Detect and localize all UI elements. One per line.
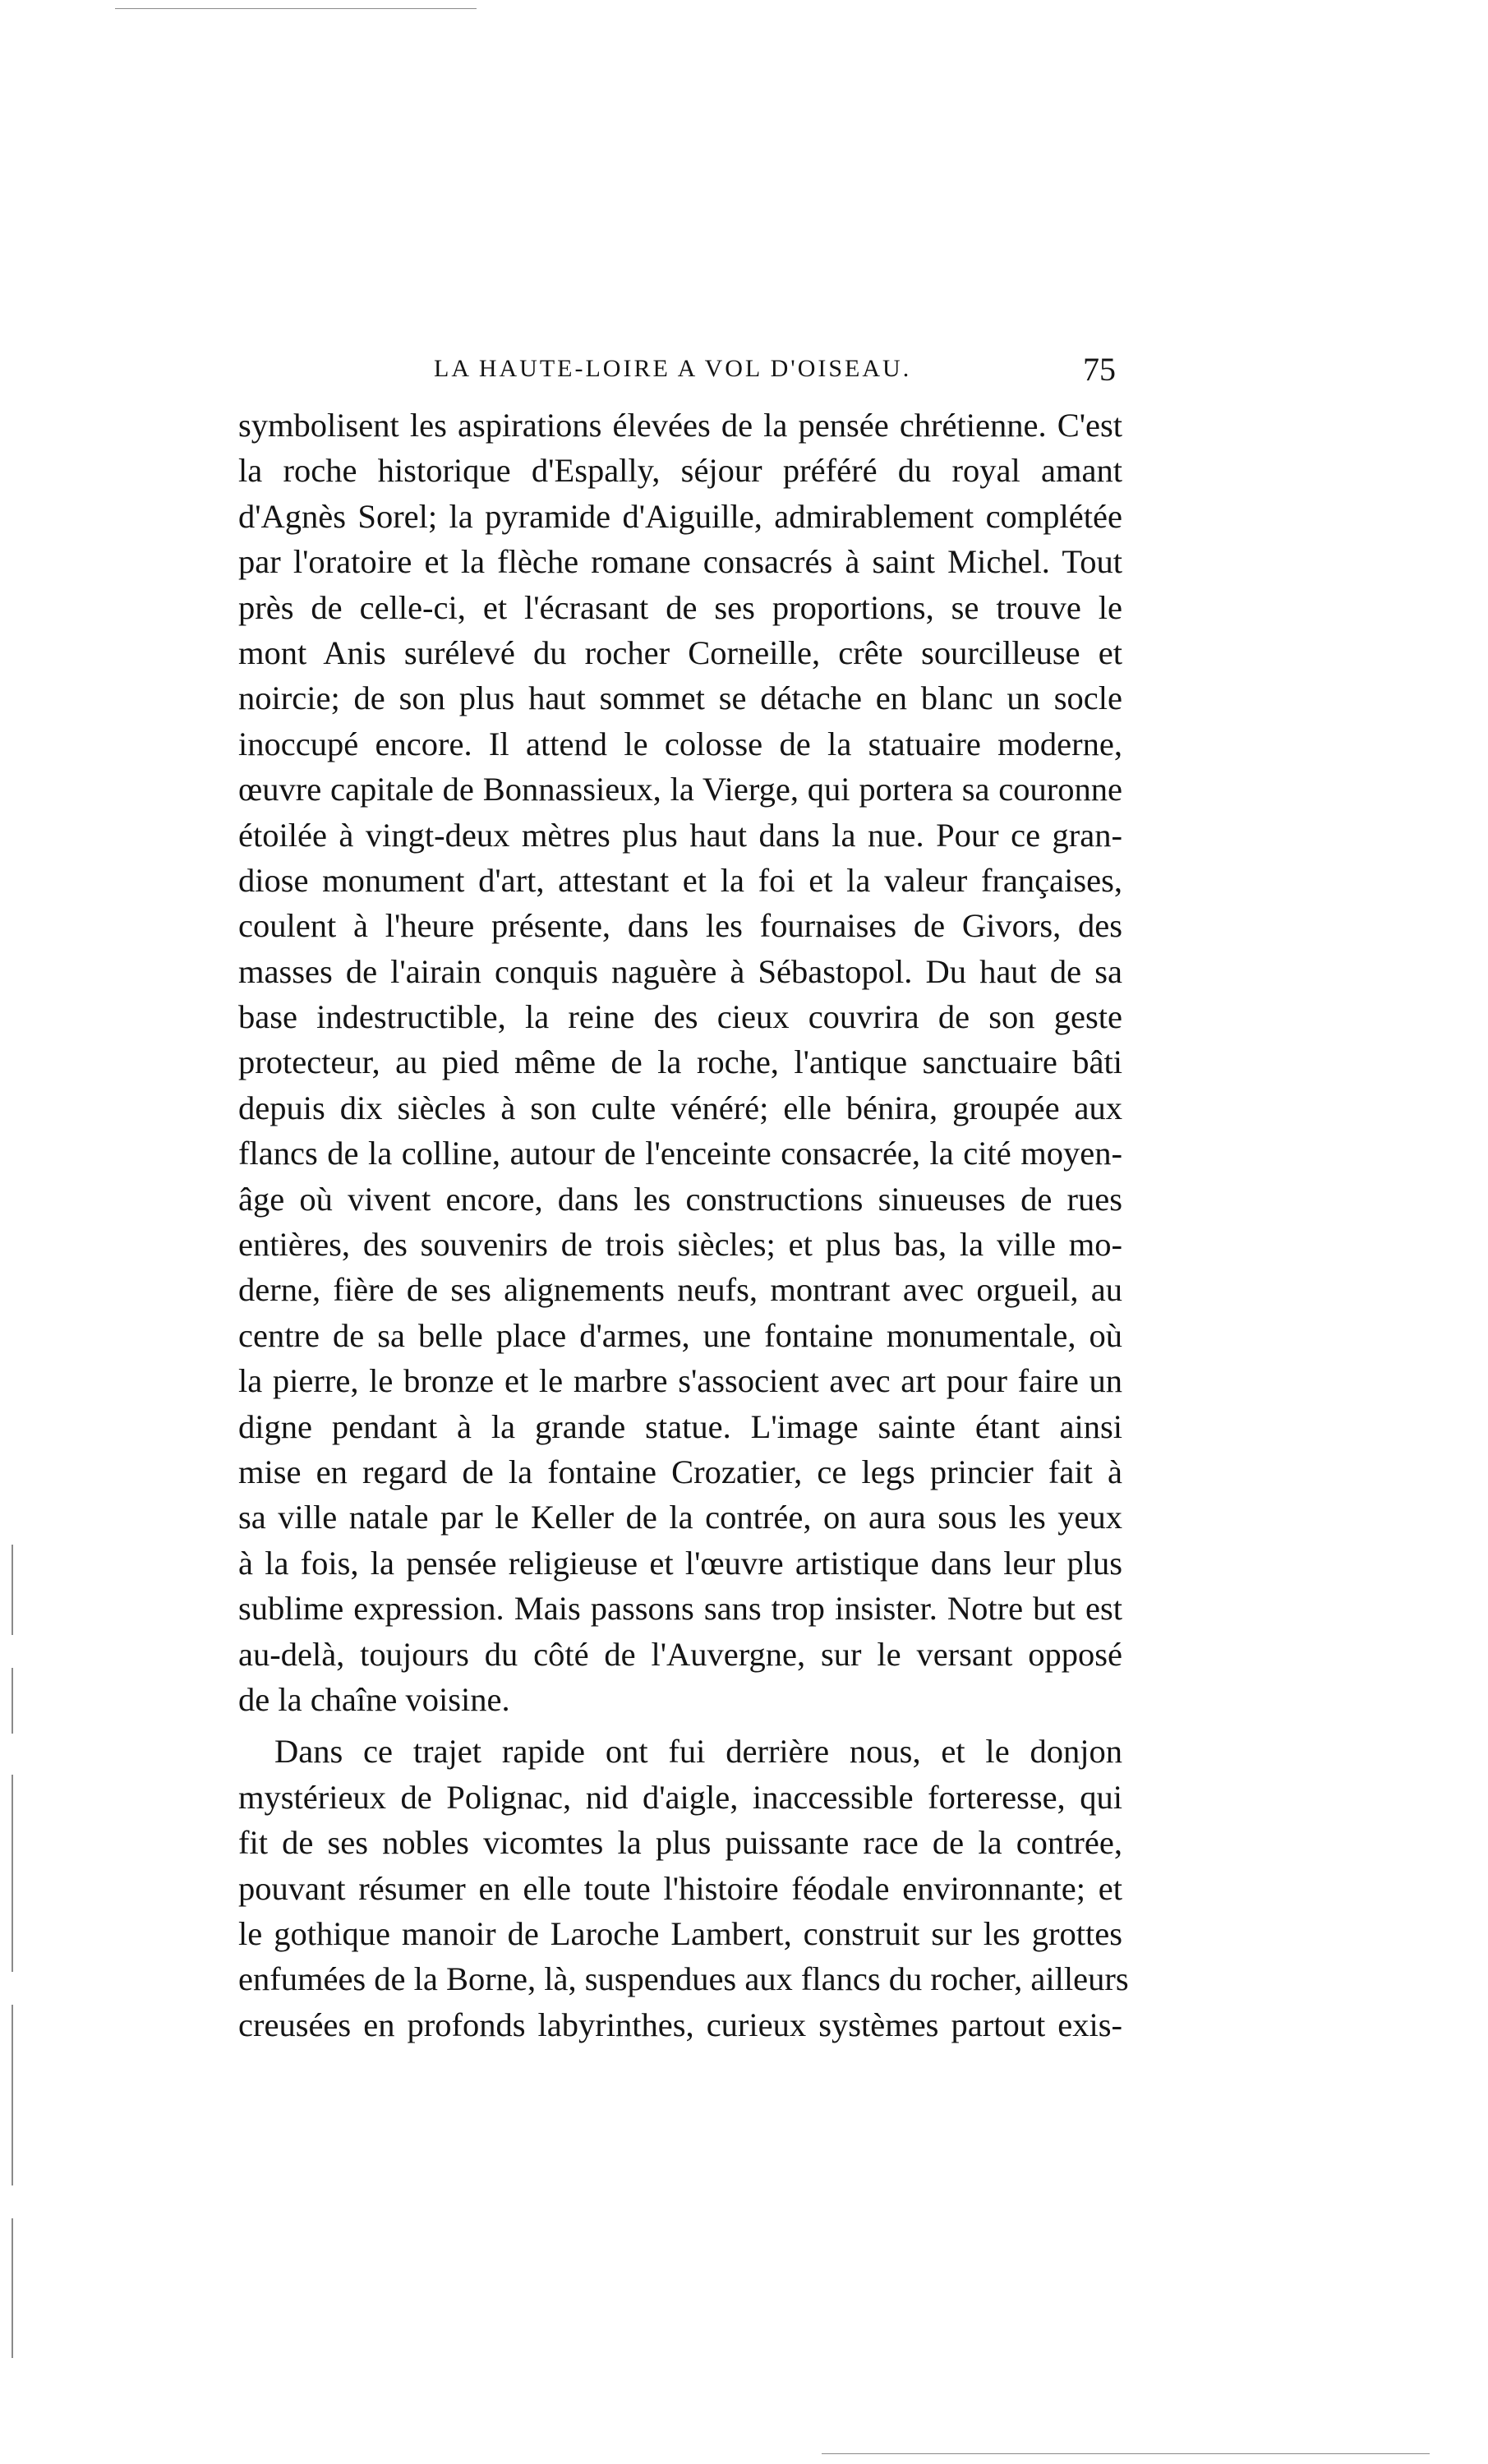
- text-line: base indestructible, la reine des cieux couvrira de son geste: [238, 998, 1122, 1036]
- text-line: digne pendant à la grande statue. L'image sainte étant ainsi: [238, 1407, 1122, 1445]
- text-line: flancs de la colline, autour de l'enceinte consacrée, la cité moyen-: [238, 1135, 1122, 1172]
- scan-edge-mark-top: [115, 8, 477, 9]
- text-line: mystérieux de Polignac, nid d'aigle, inaccessible forteresse, qui: [238, 1778, 1122, 1816]
- text-line: depuis dix siècles à son culte vénéré; elle bénira, groupée aux: [238, 1089, 1122, 1126]
- text-line: à la fois, la pensée religieuse et l'œuvre artistique dans leur plus: [238, 1544, 1122, 1582]
- scan-edge-mark-left: [12, 1545, 13, 1635]
- text-line: coulent à l'heure présente, dans les fournaises de Givors, des: [238, 907, 1122, 945]
- text-line: étoilée à vingt-deux mètres plus haut dans la nue. Pour ce gran-: [238, 816, 1122, 854]
- text-line: mont Anis surélevé du rocher Corneille, crête sourcilleuse et: [238, 633, 1122, 671]
- paragraph-1: [238, 403, 1122, 1722]
- text-line: œuvre capitale de Bonnassieux, la Vierge, qui portera sa couronne: [238, 771, 1122, 808]
- text-line: près de celle-ci, et l'écrasant de ses proportions, se trouve le: [238, 588, 1122, 626]
- text-line: protecteur, au pied même de la roche, l'antique sanctuaire bâti: [238, 1043, 1122, 1081]
- text-line: d'Agnès Sorel; la pyramide d'Aiguille, admirablement complétée: [238, 497, 1122, 535]
- running-head: [434, 350, 1116, 399]
- text-line: noircie; de son plus haut sommet se détache en blanc un socle: [238, 679, 1122, 717]
- text-line: diose monument d'art, attestant et la foi et la valeur françaises,: [238, 861, 1122, 899]
- text-line: centre de sa belle place d'armes, une fontaine monumentale, où: [238, 1316, 1122, 1354]
- page-number: 75: [1083, 351, 1116, 388]
- text-line: sublime expression. Mais passons sans trop insister. Notre but est: [238, 1590, 1122, 1628]
- text-line: au-delà, toujours du côté de l'Auvergne, sur le versant opposé: [238, 1635, 1122, 1673]
- scan-edge-mark-left: [12, 1668, 13, 1734]
- text-line: symbolisent les aspirations élevées de la pensée chrétienne. C'est: [238, 407, 1122, 444]
- scan-edge-mark-bottom: [822, 2453, 1430, 2454]
- text-line: la roche historique d'Espally, séjour préféré du royal amant: [238, 452, 1122, 490]
- text-line: enfumées de la Borne, là, suspendues aux flancs du rocher, ailleurs: [238, 1960, 1129, 1998]
- text-line: derne, fière de ses alignements neufs, montrant avec orgueil, au: [238, 1271, 1122, 1309]
- text-line: masses de l'airain conquis naguère à Sébastopol. Du haut de sa: [238, 952, 1122, 990]
- text-line: de la chaîne voisine.: [238, 1680, 510, 1718]
- text-line: fit de ses nobles vicomtes la plus puissante race de la contrée,: [238, 1824, 1122, 1862]
- paragraph-2: [238, 1729, 1129, 2047]
- text-line: inoccupé encore. Il attend le colosse de la statuaire moderne,: [238, 725, 1122, 762]
- body-text: [238, 403, 1129, 2047]
- text-line: le gothique manoir de Laroche Lambert, construit sur les grottes: [238, 1914, 1122, 1952]
- text-line: âge où vivent encore, dans les constructions sinueuses de rues: [238, 1180, 1122, 1218]
- text-line: Dans ce trajet rapide ont fui derrière nous, et le donjon: [274, 1733, 1122, 1771]
- text-line: entières, des souvenirs de trois siècles; et plus bas, la ville mo-: [238, 1226, 1122, 1264]
- text-line: creusées en profonds labyrinthes, curieux systèmes partout exis-: [238, 2006, 1122, 2043]
- scan-edge-mark-left: [12, 1775, 13, 1972]
- scan-edge-mark-left: [12, 2005, 13, 2185]
- text-line: la pierre, le bronze et le marbre s'associent avec art pour faire un: [238, 1362, 1122, 1400]
- text-line: mise en regard de la fontaine Crozatier, ce legs princier fait à: [238, 1453, 1122, 1490]
- text-line: pouvant résumer en elle toute l'histoire féodale environnante; et: [238, 1869, 1122, 1907]
- text-line: sa ville natale par le Keller de la contrée, on aura sous les yeux: [238, 1499, 1122, 1536]
- paragraph-spacer: [238, 1722, 1122, 1729]
- text-line: par l'oratoire et la flèche romane consacrés à saint Michel. Tout: [238, 543, 1122, 581]
- running-title: LA HAUTE-LOIRE A VOL D'OISEAU.: [434, 355, 912, 382]
- scan-edge-mark-left: [12, 2218, 13, 2358]
